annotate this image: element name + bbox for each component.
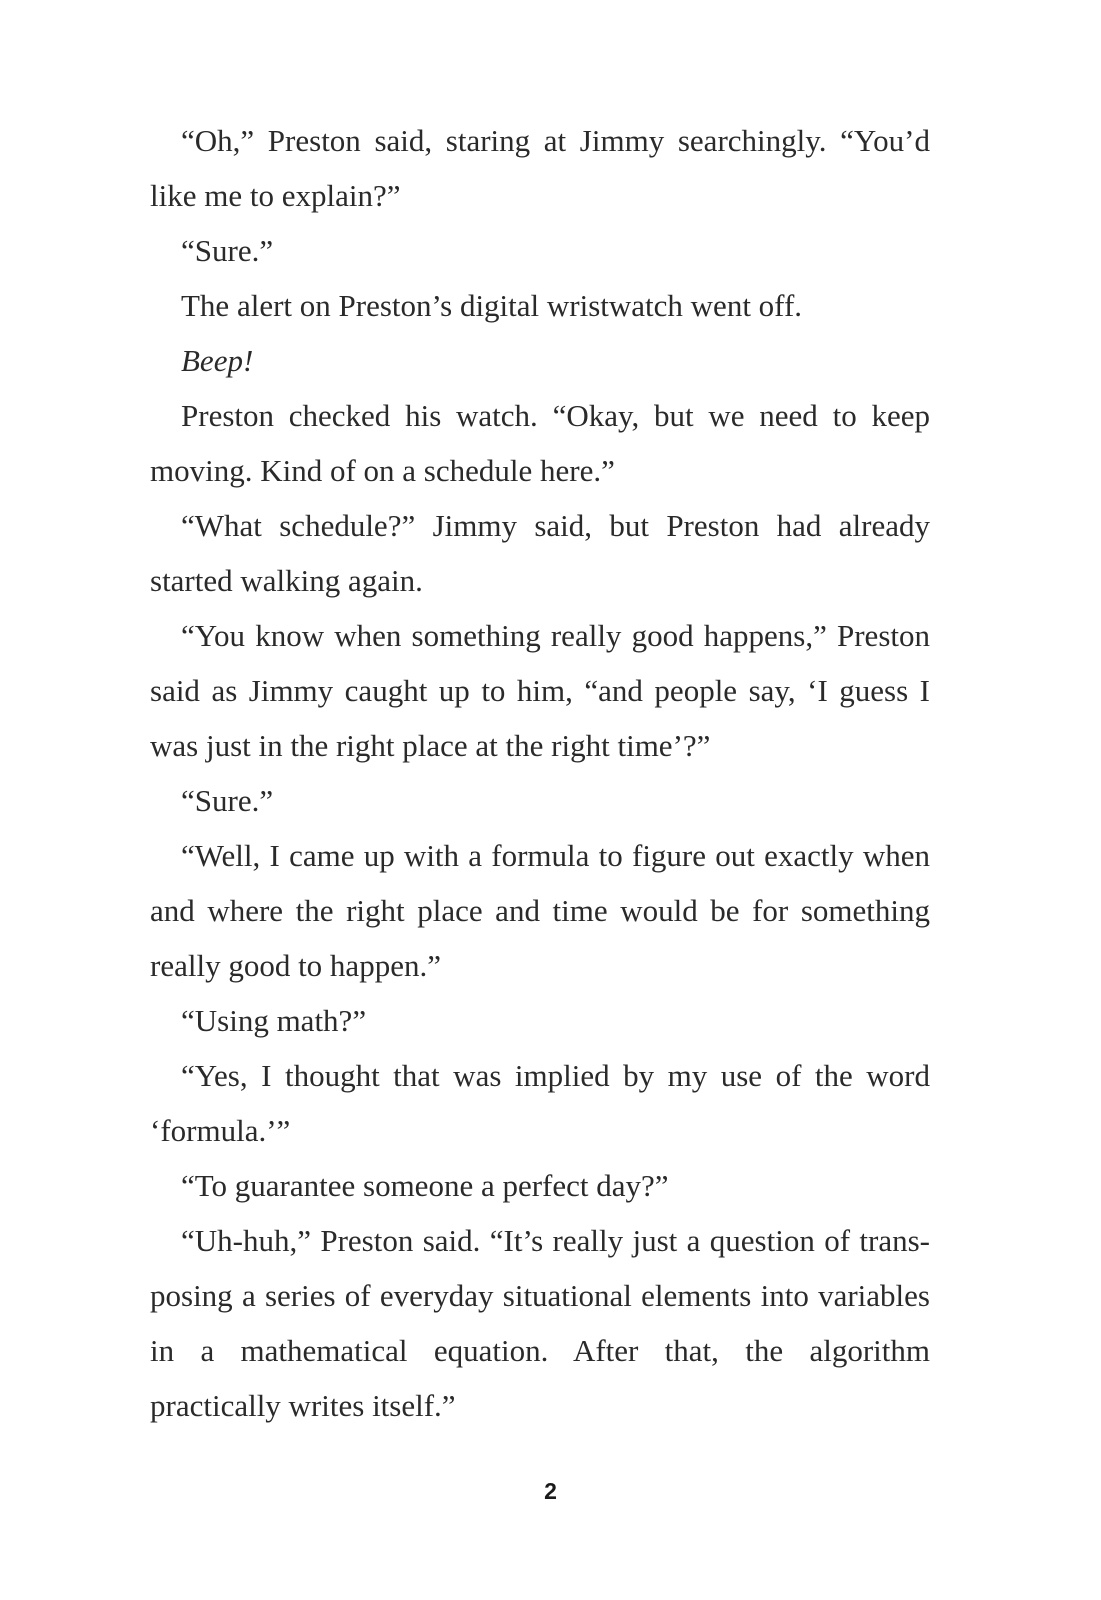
paragraph: “Using math?” — [181, 1003, 367, 1038]
paragraph: “Sure.” — [181, 233, 274, 268]
paragraph: “Well, I came up with a formula to figure out exactly when and where the right place and time would be for something really good to happen.” — [150, 838, 930, 983]
body-text — [150, 113, 930, 1433]
paragraph: The alert on Preston’s digital wristwatch went off. — [181, 288, 803, 323]
paragraph: “Oh,” Preston said, staring at Jimmy searchingly. “You’d like me to explain?” — [150, 123, 930, 213]
paragraph: “What schedule?” Jimmy said, but Preston had already started walking again. — [150, 508, 930, 598]
paragraph: “Sure.” — [181, 783, 274, 818]
paragraph: “Yes, I thought that was implied by my use of the word ‘formula.’” — [150, 1058, 930, 1148]
paragraph: “You know when something really good happens,” Preston said as Jimmy caught up to him, “and people say, ‘I guess I was just in the right place at the right time’?” — [150, 618, 930, 763]
paragraph: “Uh-huh,” Preston said. “It’s really just a question of transposing a series of everyday situational elements into variables in a mathematical equation. After that, the algorithm practically writes itself.” — [150, 1223, 930, 1423]
paragraph: Preston checked his watch. “Okay, but we need to keep moving. Kind of on a schedule here.” — [150, 398, 930, 488]
paragraph: “To guarantee someone a perfect day?” — [181, 1168, 669, 1203]
page-number: 2 — [544, 1478, 557, 1504]
paragraph-sound-effect: Beep! — [181, 343, 254, 378]
